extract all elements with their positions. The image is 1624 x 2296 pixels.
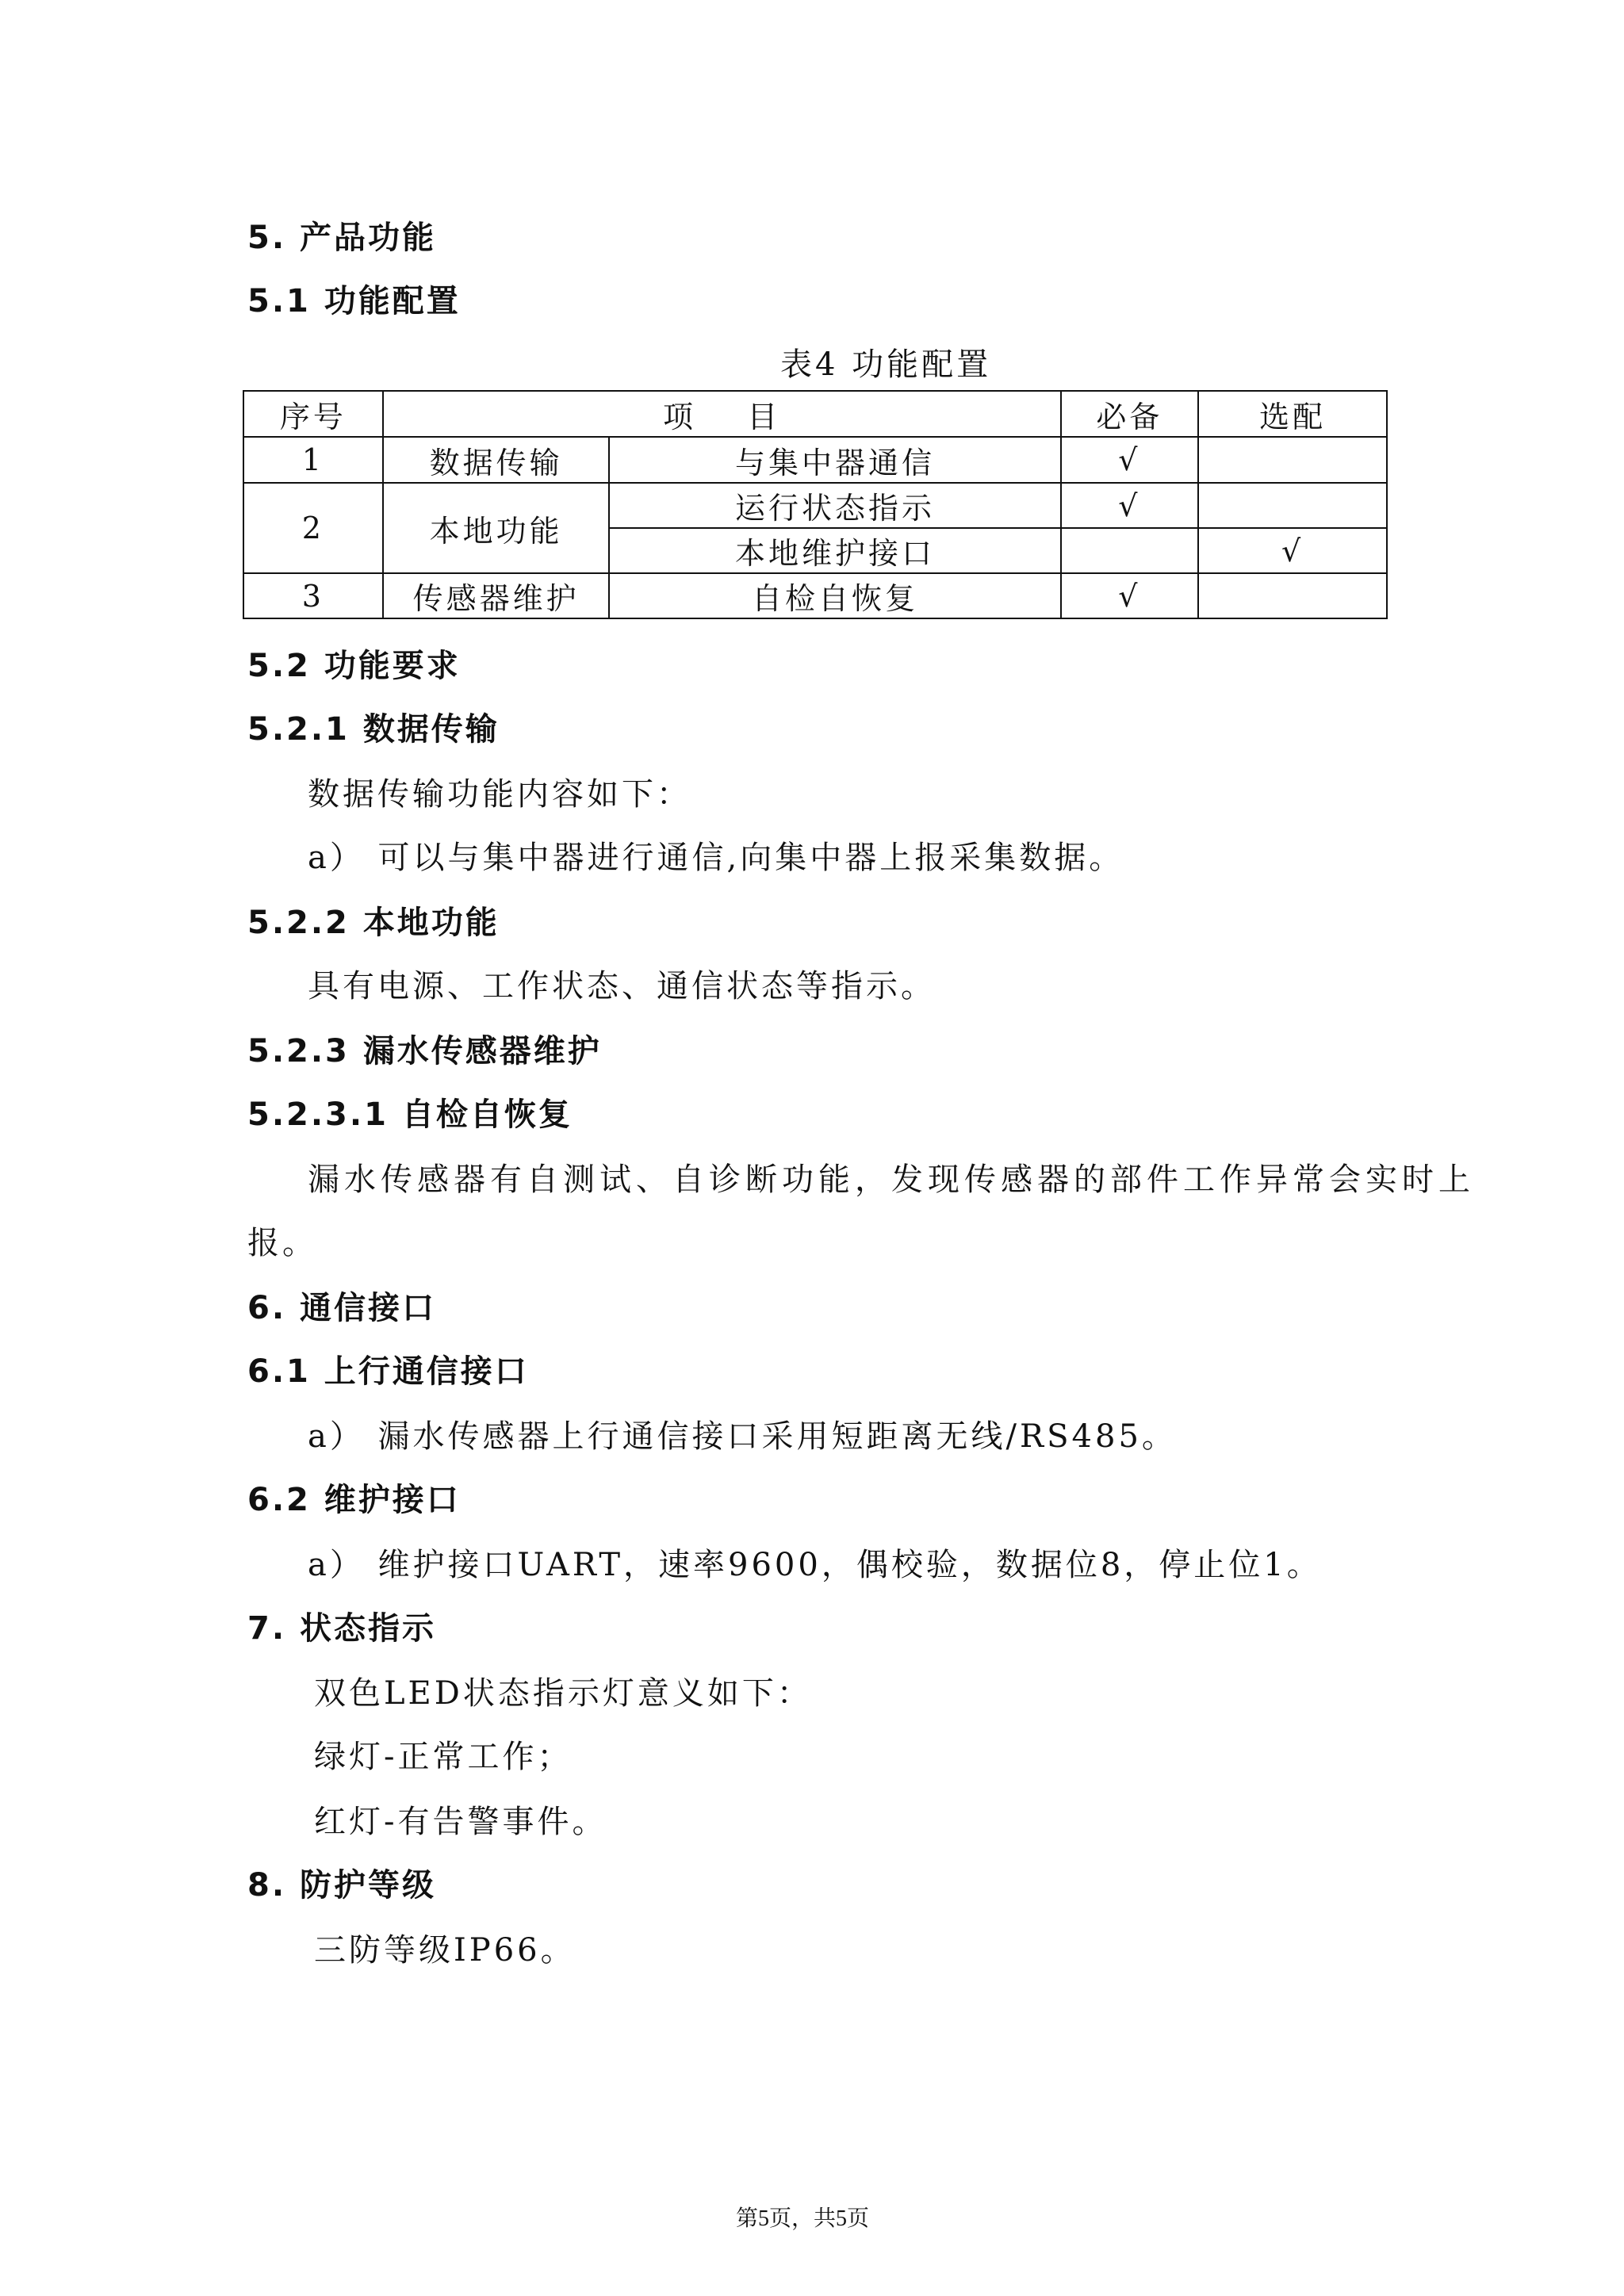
- table-header-row: [243, 391, 1387, 437]
- cell-required: [1061, 528, 1199, 573]
- paragraph: 双色LED状态指示灯意义如下：: [314, 1675, 812, 1712]
- table-row: [243, 437, 1387, 483]
- cell-group: 传感器维护: [383, 573, 610, 618]
- cell-no: 3: [243, 573, 383, 618]
- header-optional: 选配: [1198, 391, 1387, 437]
- list-item: a） 漏水传感器上行通信接口采用短距离无线/RS485。: [308, 1418, 1177, 1455]
- cell-optional: [1198, 437, 1387, 483]
- heading-5-2: 5.2 功能要求: [247, 648, 461, 684]
- table-row: [243, 573, 1387, 618]
- check-mark: √: [1061, 483, 1199, 528]
- cell-item: 本地维护接口: [609, 528, 1060, 573]
- page-footer: 第5页，共5页: [736, 2206, 870, 2231]
- heading-6-2: 6.2 维护接口: [247, 1482, 461, 1518]
- list-item: a） 维护接口UART，速率9600，偶校验，数据位8，停止位1。: [308, 1547, 1322, 1583]
- cell-item: 与集中器通信: [609, 437, 1060, 483]
- cell-group: 本地功能: [383, 483, 610, 573]
- check-mark: √: [1061, 437, 1199, 483]
- paragraph: 红灯-有告警事件。: [314, 1804, 607, 1840]
- paragraph: 数据传输功能内容如下：: [308, 776, 691, 813]
- paragraph: 具有电源、工作状态、通信状态等指示。: [308, 968, 936, 1004]
- header-item: 项 目: [383, 391, 1061, 437]
- paragraph: 漏水传感器有自测试、自诊断功能，发现传感器的部件工作异常会实时上: [308, 1161, 1475, 1198]
- heading-6-1: 6.1 上行通信接口: [247, 1353, 529, 1390]
- header-required: 必备: [1061, 391, 1199, 437]
- cell-optional: [1198, 483, 1387, 528]
- paragraph: 绿灯-正常工作；: [314, 1739, 573, 1775]
- cell-no: 1: [243, 437, 383, 483]
- check-mark: √: [1198, 528, 1387, 573]
- paragraph: 报。: [247, 1225, 317, 1261]
- function-config-table: [243, 390, 1388, 619]
- cell-optional: [1198, 573, 1387, 618]
- cell-no: 2: [243, 483, 383, 573]
- table-row: [243, 483, 1387, 528]
- cell-item: 运行状态指示: [609, 483, 1060, 528]
- table-caption: 表4 功能配置: [780, 346, 992, 383]
- heading-7: 7. 状态指示: [247, 1610, 436, 1647]
- paragraph: 三防等级IP66。: [314, 1932, 576, 1969]
- list-item: a） 可以与集中器进行通信,向集中器上报采集数据。: [308, 840, 1124, 876]
- cell-item: 自检自恢复: [609, 573, 1060, 618]
- heading-6: 6. 通信接口: [247, 1290, 436, 1326]
- heading-8: 8. 防护等级: [247, 1867, 436, 1904]
- heading-5-2-3-1: 5.2.3.1 自检自恢复: [247, 1096, 573, 1133]
- heading-5-2-1: 5.2.1 数据传输: [247, 711, 500, 748]
- heading-5-1: 5.1 功能配置: [247, 283, 461, 320]
- cell-group: 数据传输: [383, 437, 610, 483]
- heading-5-2-2: 5.2.2 本地功能: [247, 905, 500, 941]
- header-no: 序号: [243, 391, 383, 437]
- heading-5-2-3: 5.2.3 漏水传感器维护: [247, 1033, 602, 1070]
- heading-5: 5. 产品功能: [247, 220, 436, 256]
- check-mark: √: [1061, 573, 1199, 618]
